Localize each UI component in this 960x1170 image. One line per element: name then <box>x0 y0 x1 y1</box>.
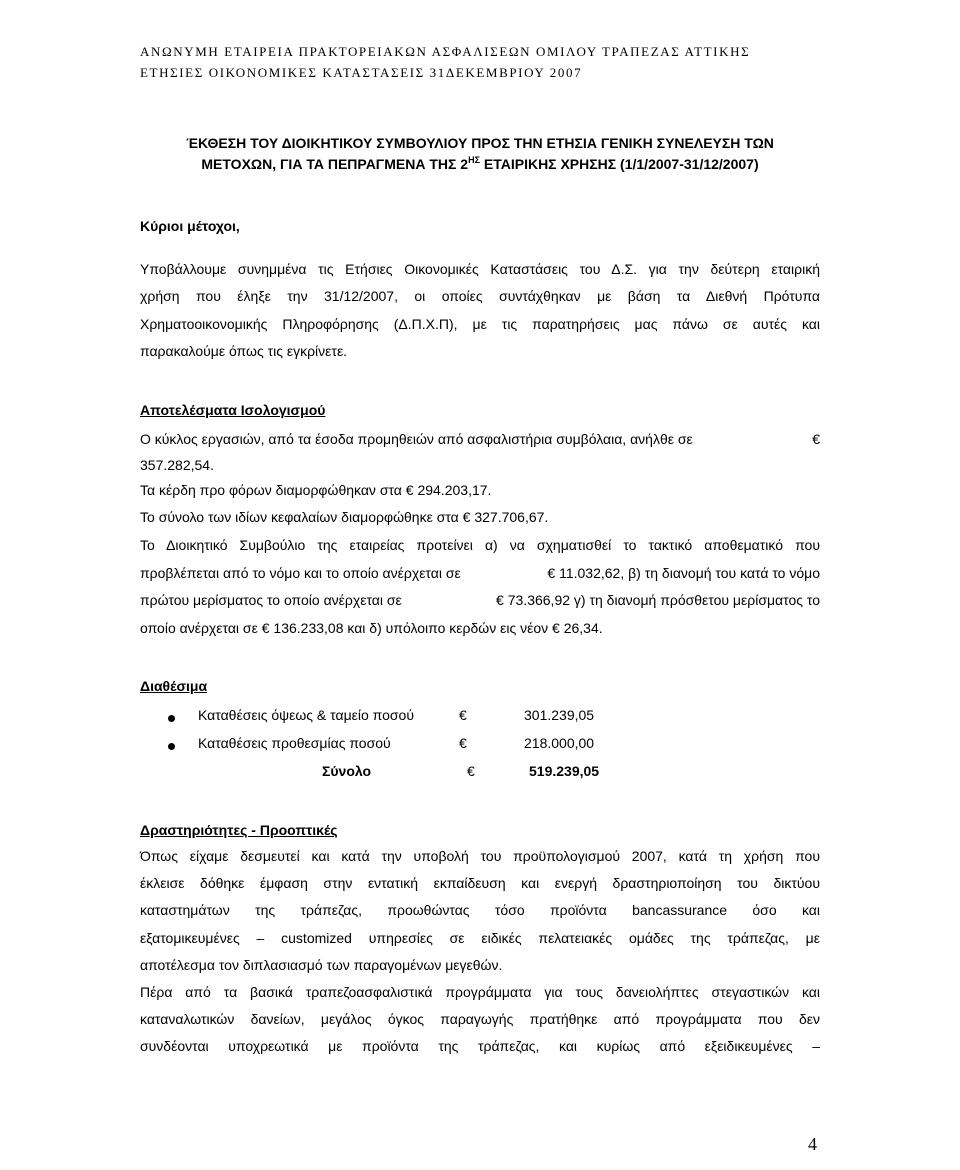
proposal-line-4: οποίο ανέρχεται σε € 136.233,08 και δ) υπόλοιπο κερδών εις νέον € 26,34. <box>140 620 603 636</box>
cash-item-2-label: Καταθέσεις προθεσμίας ποσού <box>198 735 391 751</box>
proposal-line-2: προβλέπεται από το νόμο και το οποίο ανέρχεται σε € 11.032,62, β) τη διανομή του κατά το νόμο <box>140 565 820 581</box>
activities-line-1: Όπως είχαμε δεσμευτεί και κατά την υποβολή του προϋπολογισμού 2007, κατά τη χρήση που <box>140 848 820 864</box>
cash-heading: Διαθέσιμα <box>140 678 208 694</box>
euro-sign-icon: € <box>261 620 270 636</box>
turnover-text: Ο κύκλος εργασιών, από τα έσοδα προμηθειών από ασφαλιστήρια συμβόλαια, ανήλθε σε <box>140 431 693 447</box>
intro-line-3: Χρηματοοικονομικής Πληροφόρησης (Δ.Π.Χ.Π), με τις παρατηρήσεις μας πάνω σε αυτές και <box>140 316 820 332</box>
cash-total-label: Σύνολο <box>322 763 372 779</box>
euro-sign-icon: € <box>467 763 475 779</box>
euro-sign-icon: € <box>459 735 467 751</box>
euro-sign-icon: € <box>496 592 504 608</box>
cash-item-2-value: 218.000,00 <box>524 735 595 751</box>
turnover-line <box>140 431 820 447</box>
results-heading: Αποτελέσματα Ισολογισμού <box>140 402 326 418</box>
activities-line-6: Πέρα από τα βασικά τραπεζοασφαλιστικά προγράμματα για τους δανειολήπτες στεγαστικών και <box>140 984 820 1000</box>
pretax-value: 294.203,17. <box>417 482 492 498</box>
running-header-company: ΑΝΩΝΥΜΗ ΕΤΑΙΡΕΙΑ ΠΡΑΚΤΟΡΕΙΑΚΩΝ ΑΣΦΑΛΙΣΕΩΝ ΟΜΙΛΟΥ ΤΡΑΠΕΖΑΣ ΑΤΤΙΚΗΣ <box>140 44 751 59</box>
page-number: 4 <box>808 1134 817 1154</box>
turnover-value: 357.282,54. <box>140 457 214 473</box>
proposal-line-1: Το Διοικητικό Συμβούλιο της εταιρείας προτείνει α) να σχηματισθεί το τακτικό αποθεματικό που <box>140 537 820 553</box>
activities-line-2: έκλεισε δόθηκε έμφαση στην εντατική εκπαίδευση και ενεργή δραστηριοποίηση του δικτύου <box>140 875 820 891</box>
activities-line-5: αποτέλεσμα τον διπλασιασμό των παραγομένων μεγεθών. <box>140 957 503 973</box>
activities-heading: Δραστηριότητες - Προοπτικές <box>140 822 338 838</box>
bullet-icon <box>168 743 175 750</box>
cash-item-1-value: 301.239,05 <box>524 707 595 723</box>
cash-total-value: 519.239,05 <box>529 763 600 779</box>
report-title <box>140 133 820 175</box>
report-title-line1: ΈΚΘΕΣΗ ΤΟΥ ΔΙΟΙΚΗΤΙΚΟΥ ΣΥΜΒΟΥΛΙΟΥ ΠΡΟΣ ΤΗΝ ΕΤΗΣΙΑ ΓΕΝΙΚΗ ΣΥΝΕΛΕΥΣΗ ΤΩΝ <box>186 135 774 151</box>
euro-sign-icon: € <box>547 565 556 581</box>
euro-sign-icon: € <box>462 509 471 525</box>
cash-item-1-label: Καταθέσεις όψεως & ταμείο ποσού <box>198 707 414 723</box>
intro-line-4: παρακαλούμε όπως τις εγκρίνετε. <box>140 343 348 359</box>
euro-sign-icon: € <box>459 707 467 723</box>
running-header-statements: ΕΤΗΣΙΕΣ ΟΙΚΟΝΟΜΙΚΕΣ ΚΑΤΑΣΤΑΣΕΙΣ 31ΔΕΚΕΜΒΡΙΟΥ 2007 <box>140 65 583 80</box>
equity-value: 327.706,67. <box>474 509 549 525</box>
euro-sign-icon: € <box>552 620 560 636</box>
proposal-line-3: πρώτου μερίσματος το οποίο ανέρχεται σε € 73.366,92 γ) τη διανομή πρόσθετου μερίσματος το <box>140 592 820 608</box>
euro-sign-icon: € <box>812 431 820 447</box>
euro-sign-icon: € <box>405 482 414 498</box>
intro-line-1: Υποβάλλουμε συνημμένα τις Ετήσιες Οικονομικές Καταστάσεις του Δ.Σ. για την δεύτερη εταιρική <box>140 261 820 277</box>
pretax-line: Τα κέρδη προ φόρων διαμορφώθηκαν στα € 294.203,17. <box>140 482 492 498</box>
equity-line: Το σύνολο των ιδίων κεφαλαίων διαμορφώθηκε στα € 327.706,67. <box>140 509 549 525</box>
greeting: Κύριοι μέτοχοι, <box>140 218 240 234</box>
bullet-icon <box>168 715 175 722</box>
activities-line-8: συνδέονται υποχρεωτικά με προϊόντα της τράπεζας, και κυρίως από εξειδικευμένες – <box>140 1038 820 1054</box>
activities-line-4: εξατομικευμένες – customized υπηρεσίες σε ειδικές πελατειακές ομάδες της τράπεζας, με <box>140 930 820 946</box>
activities-line-3: καταστημάτων της τράπεζας, προωθώντας τόσο προϊόντα bancassurance όσο και <box>140 902 820 918</box>
report-title-line2: ΜΕΤΟΧΩΝ, ΓΙΑ ΤΑ ΠΕΠΡΑΓΜΕΝΑ ΤΗΣ $2^{H\Sigma}$ ΕΤΑΙΡΙΚΗΣ ΧΡΗΣΗΣ (1/1/2007-31/12/2007) <box>201 155 759 172</box>
intro-line-2: χρήση που έληξε την 31/12/2007, οι οποίες συντάχθηκαν με βάση τα Διεθνή Πρότυπα <box>140 288 820 304</box>
activities-line-7: καταναλωτικών δανείων, μεγάλος όγκος παραγωγής πρατήθηκε από προγράμματα που δεν <box>140 1011 820 1027</box>
